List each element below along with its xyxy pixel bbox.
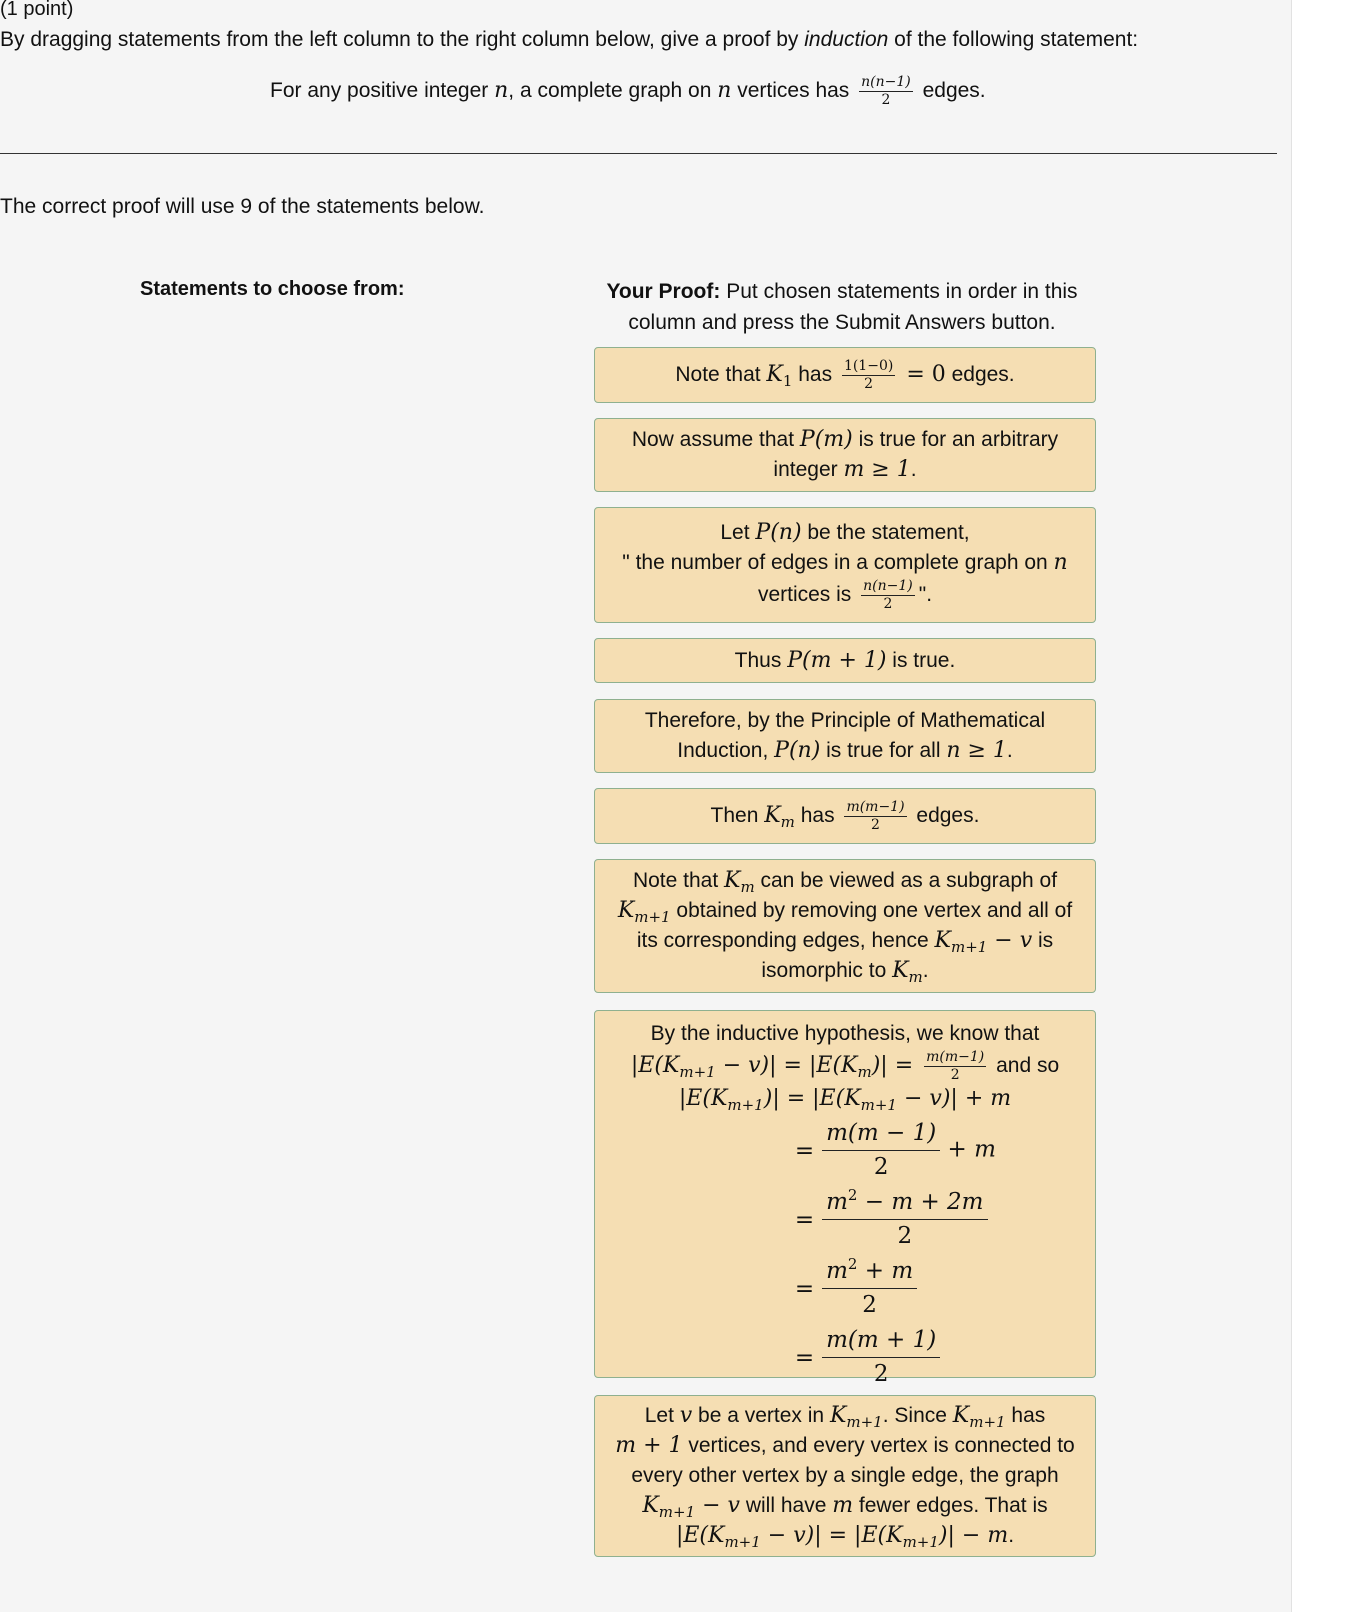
divider	[0, 153, 1277, 154]
proof-card-assume[interactable]: Now assume that P(m) is true for an arbitrary integer m ≥ 1.	[594, 418, 1096, 492]
proof-card-conclusion[interactable]: Therefore, by the Principle of Mathematical Induction, P(n) is true for all n ≥ 1.	[594, 699, 1096, 773]
proof-card-subgraph[interactable]: Note that $K_m$ can be viewed as a subgraph of $K_{m+1}$ obtained by removing one vertex and all of its corresponding edges, hence $K_{m+1} - v$ is isomorphic to $K_m$.	[594, 859, 1096, 993]
equation-chain: = $\frac{m(m - 1)}{2}$ + m = $\frac{m^2 - m + 2m}{2}$ = $\frac{m^2 + m}{2}$ = $\frac{m(m + 1)}{2}$	[794, 1120, 996, 1387]
proof-card-then-km[interactable]: Then $K_m$ has $\frac{m(m-1)}{2}$ edges.	[594, 788, 1096, 844]
proof-card-vertex-removal[interactable]: Let v be a vertex in $K_{m+1}$. Since $K_{m+1}$ has m + 1 vertices, and every vertex is connected to every other vertex by a single edge, the graph $K_{m+1} - v$ will have m fewer edges. That is $|E(K_{m+1} - v)| = |E(K_{m+1})| - m$.	[594, 1395, 1096, 1557]
proof-card-thus[interactable]: Thus P(m + 1) is true.	[594, 638, 1096, 683]
proof-column-heading: Your Proof: Put chosen statements in order in this column and press the Submit Answers button.	[606, 280, 1078, 334]
instructions: By dragging statements from the left column to the right column below, give a proof by induction of the following statement:	[0, 28, 1139, 51]
source-column-heading: Statements to choose from:	[140, 278, 405, 300]
points-label: (1 point)	[0, 0, 74, 20]
statement-count-text: The correct proof will use 9 of the statements below.	[0, 195, 485, 218]
theorem-statement: For any positive integer n, a complete graph on n vertices has $\frac{n(n-1)}{2}$ edges.	[270, 74, 986, 108]
proof-card-define-p[interactable]: Let P(n) be the statement, " the number of edges in a complete graph on n vertices is $\frac{n(n-1)}{2}$ ".	[594, 507, 1096, 623]
proof-card-inductive-computation[interactable]: By the inductive hypothesis, we know that $|E(K_{m+1} - v)| = |E(K_m)|$ = $\frac{m(m-1)}{2}$ and so $|E(K_{m+1})| = |E(K_{m+1} - v)| + m$ = $\frac{m(m - 1)}{2}$ + m = $\frac{m^2 - m + 2m}{2}$ = $\frac{m^2 + m}{2}$ = $\frac{m(m + 1)}{2}$	[594, 1010, 1096, 1378]
statement-fraction: $\frac{n(n-1)}{2}$	[861, 74, 911, 108]
emphasis-induction: induction	[804, 28, 889, 51]
proof-card-base-case[interactable]: Note that $K_1$ has $\frac{1(1-0)}{2}$ = 0 edges.	[594, 347, 1096, 403]
